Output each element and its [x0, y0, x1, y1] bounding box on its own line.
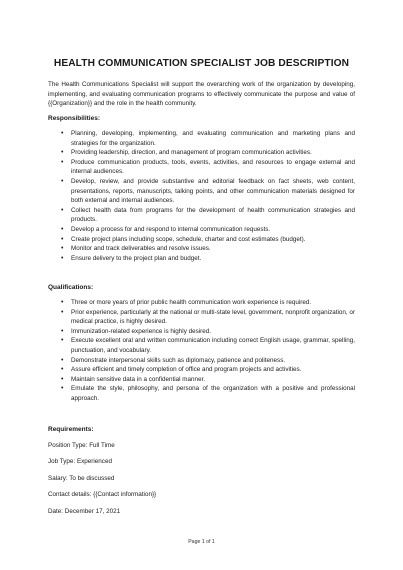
list-item: • Execute excellent oral and written communication including correct English usage, grammar, spelling, punctuation, and vocabulary.	[48, 336, 355, 355]
list-item: • Demonstrate interpersonal skills such as diplomacy, patience and politeness.	[48, 356, 355, 366]
document-title: HEALTH COMMUNICATION SPECIALIST JOB DESCRIPTION	[53, 58, 350, 69]
contact-details-line: Contact details: {{Contact information}}	[48, 491, 157, 499]
requirements-list	[48, 441, 156, 523]
responsibilities-list	[48, 129, 355, 263]
qualifications-heading: Qualifications:	[48, 284, 94, 291]
job-type-line: Job Type: Experienced	[48, 458, 112, 466]
responsibilities-heading: Responsibilities:	[48, 115, 101, 122]
list-item: • Maintain sensitive data in a confidential manner.	[48, 375, 355, 385]
list-item: • Prior experience, particularly at the national or multi-state level, government, nonprofit organization, or medical practice, is highly desired.	[48, 308, 355, 327]
salary-line: Salary: To be discussed	[48, 474, 115, 482]
list-item: • Ensure delivery to the project plan and budget.	[48, 254, 355, 264]
requirements-heading: Requirements:	[48, 426, 94, 433]
position-type-line: Position Type: Full Time	[48, 442, 115, 449]
list-item: • Providing leadership, direction, and management of program communication activities.	[48, 148, 355, 158]
list-item: • Planning, developing, implementing, and evaluating communication and marketing plans and strategies for the organization.	[48, 129, 355, 148]
list-item: • Assure efficient and timely completion of office and program projects and activities.	[48, 365, 355, 375]
qualifications-list	[48, 298, 355, 404]
page-number-footer: Page 1 of 1	[188, 539, 215, 545]
list-item: • Produce communication products, tools, events, activities, and resources to engage external and internal audiences.	[48, 158, 355, 177]
list-item: • Create project plans including scope, schedule, charter and cost estimates (budget).	[48, 235, 355, 245]
list-item: • Monitor and track deliverables and resolve issues.	[48, 244, 355, 254]
list-item: • Develop, review, and provide substantive and editorial feedback on fact sheets, web content, presentations, reports, manuscripts, talking points, and other communication materials designed for both external and internal audiences.	[48, 177, 355, 206]
list-item: • Immunization-related experience is highly desired.	[48, 327, 355, 337]
list-item: • Emulate the style, philosophy, and persona of the organization with a positive and professional approach.	[48, 384, 355, 403]
date-line: Date: December 17, 2021	[48, 507, 121, 515]
list-item: • Three or more years of prior public health communication work experience is required.	[48, 298, 355, 308]
list-item: • Develop a process for and respond to internal communication requests.	[48, 225, 355, 235]
intro-paragraph: The Health Communications Specialist will support the overarching work of the organization by developing, implementing, and evaluating communication programs to effectively communicate the purpose and value of {{Organization}} and the role in the health community.	[48, 81, 355, 108]
list-item: • Collect health data from programs for the development of health communication strategies and products.	[48, 206, 355, 225]
